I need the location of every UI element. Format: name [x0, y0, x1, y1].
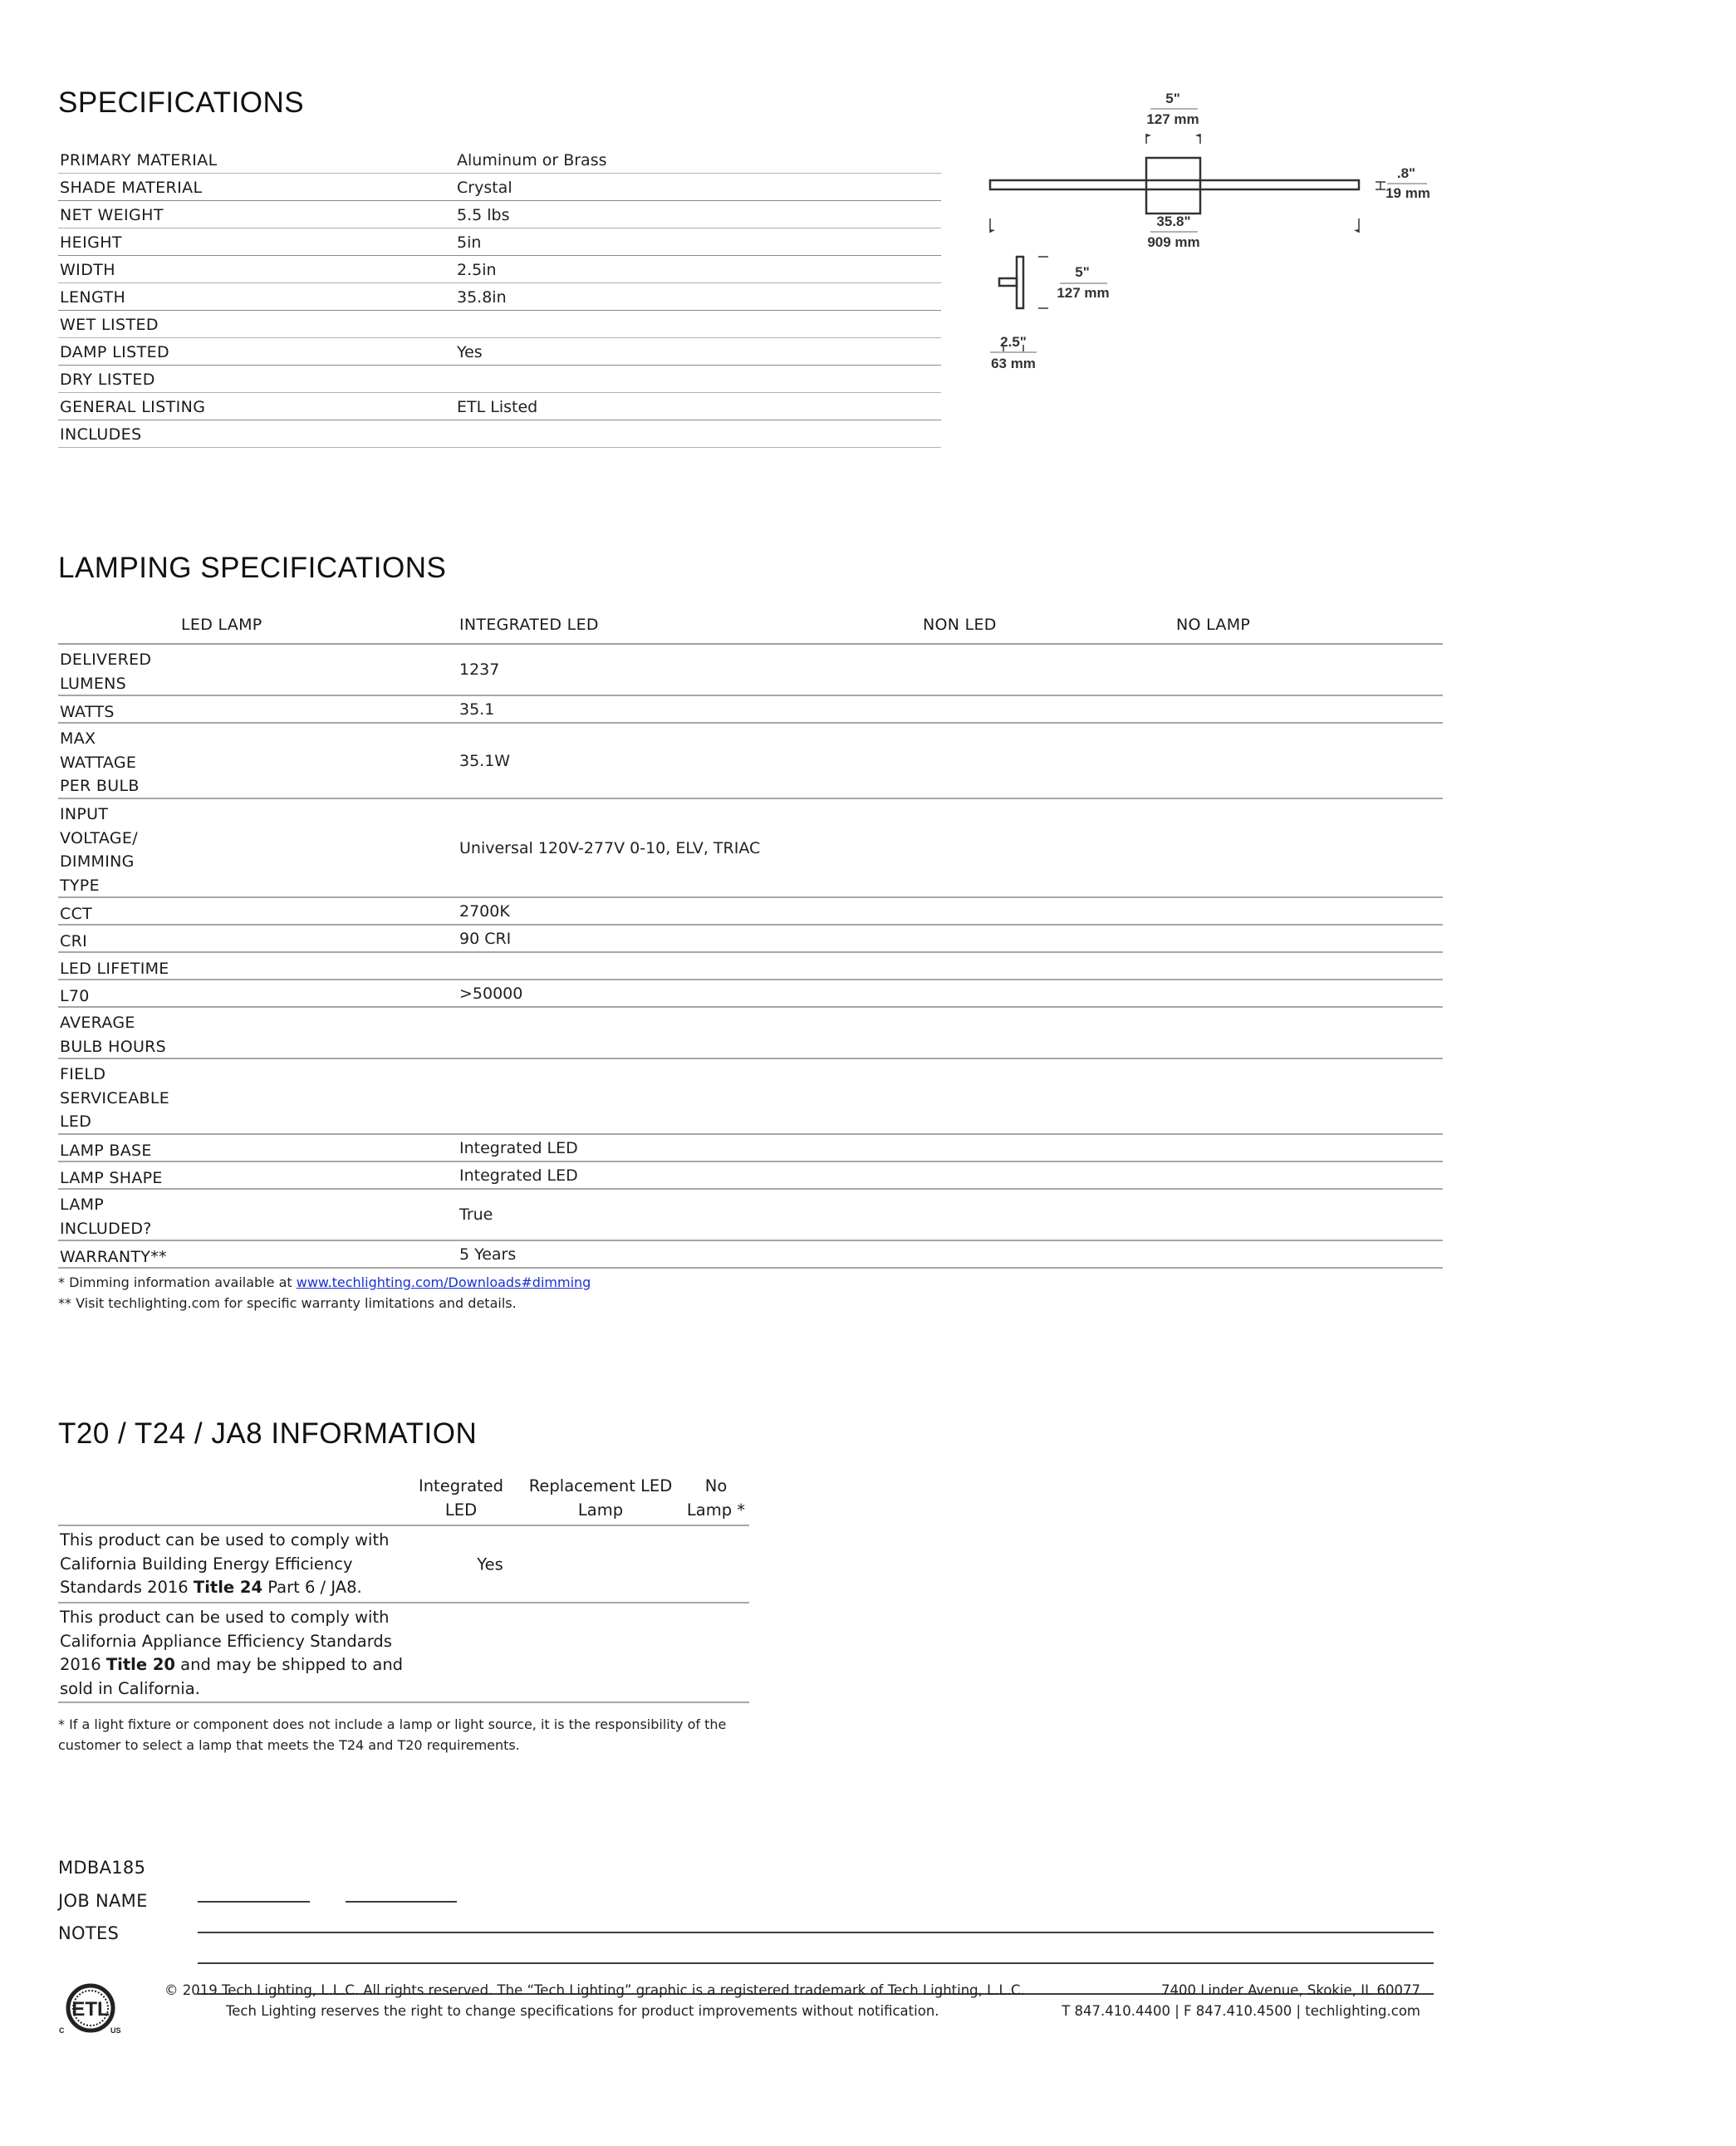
company-contact: T 847.410.4400 | F 847.410.4500 | techlighting.com [1062, 2003, 1420, 2019]
lamping-table [58, 611, 1443, 1269]
dimension-arrow-icon [1146, 134, 1200, 137]
text-span: Part 6 / JA8. [262, 1578, 362, 1597]
lamping-row-label [60, 803, 226, 897]
lamping-header-row [58, 611, 1443, 645]
spec-row [58, 174, 941, 201]
warranty-footnote: ** Visit techlighting.com for specific warranty limitations and details. [58, 1295, 517, 1311]
spec-row [58, 256, 941, 283]
text-span: 2016 [60, 1655, 106, 1674]
label-line: LAMP [60, 1196, 105, 1214]
lamping-row [58, 898, 1443, 926]
title-24-emphasis: Title 24 [193, 1578, 263, 1597]
spec-label: LENGTH [60, 288, 126, 307]
spec-value: ETL Listed [457, 398, 538, 416]
label-line: VOLTAGE/ [60, 828, 138, 847]
lamping-row-label [60, 1011, 226, 1058]
label-line: FIELD [60, 1065, 106, 1083]
column-header-non-led: NON LED [923, 616, 997, 634]
light-bar-shape [990, 180, 1359, 189]
t20-footnote-line1: * If a light fixture or component does not include a lamp or light source, it is the responsibility of the [58, 1716, 727, 1732]
spec-label: NET WEIGHT [60, 206, 164, 224]
t20-title: T20 / T24 / JA8 INFORMATION [58, 1417, 478, 1450]
job-name-label: JOB NAME [58, 1891, 148, 1911]
lamping-row-label [60, 648, 226, 695]
notes-label: NOTES [58, 1923, 120, 1943]
description-line: This product can be used to comply with [60, 1608, 390, 1627]
header-line: Lamp * [686, 1500, 746, 1520]
lamping-rows [58, 645, 1443, 1269]
description-line: sold in California. [60, 1678, 200, 1698]
integrated-led-value: 1237 [459, 660, 500, 679]
lamping-row-label [60, 985, 226, 1009]
lamping-row-label [60, 1193, 226, 1240]
spec-row [58, 338, 941, 366]
etl-listed-logo-icon [56, 1981, 125, 2040]
label-line: L70 [60, 987, 90, 1005]
lamping-row [58, 926, 1443, 953]
lamping-row [58, 1135, 1443, 1162]
t20-table [58, 1475, 749, 1703]
label-line: LED [60, 1112, 92, 1131]
label-line: SERVICEABLE [60, 1088, 170, 1107]
job-name-field[interactable] [198, 1932, 1434, 1933]
spec-label: GENERAL LISTING [60, 398, 206, 416]
lamping-row-label [60, 1063, 226, 1134]
t20-footnote-line2: customer to select a lamp that meets the T24 and T20 requirements. [58, 1737, 520, 1753]
column-header-replacement-led-lamp [517, 1475, 684, 1522]
dimming-footnote [58, 1274, 591, 1290]
length-mm-label: 909 mm [1147, 234, 1200, 250]
lamping-row [58, 799, 1443, 898]
spec-row [58, 311, 941, 338]
model-option-field-2[interactable] [346, 1901, 457, 1903]
lamping-row-label [60, 957, 226, 981]
specifications-table [58, 146, 941, 448]
spec-label: WET LISTED [60, 316, 159, 334]
t20-integrated-led-value: Yes [477, 1554, 503, 1574]
label-line: CCT [60, 905, 93, 923]
label-line: AVERAGE [60, 1014, 135, 1032]
lamping-row [58, 980, 1443, 1008]
spec-value: Aluminum or Brass [457, 151, 607, 169]
lamping-row [58, 1059, 1443, 1135]
label-line: INCLUDED? [60, 1219, 152, 1238]
label-line: INPUT [60, 805, 109, 823]
logo-us-mark: US [110, 2026, 121, 2035]
t20-description [60, 1606, 409, 1701]
integrated-led-value: Integrated LED [459, 1138, 578, 1157]
column-header-led-lamp: LED LAMP [181, 616, 262, 634]
header-line: Integrated [418, 1476, 504, 1495]
description-line: This product can be used to comply with [60, 1530, 390, 1549]
lamping-row-label [60, 1166, 226, 1191]
label-line: WATTAGE [60, 753, 137, 772]
integrated-led-value: >50000 [459, 984, 523, 1003]
dimming-footnote-text: * Dimming information available at [58, 1274, 297, 1290]
lamping-title: LAMPING SPECIFICATIONS [58, 552, 447, 584]
lamping-row-label [60, 727, 226, 798]
label-line: MAX [60, 729, 96, 748]
bar-height-in-label: .8" [1396, 165, 1416, 181]
lamping-row-label [60, 1139, 226, 1163]
side-height-ticks [1038, 257, 1048, 308]
spec-value: Yes [457, 343, 483, 361]
length-in-label: 35.8" [1156, 214, 1191, 229]
spec-row [58, 201, 941, 228]
label-line: DIMMING [60, 852, 135, 871]
integrated-led-value: 35.1W [459, 751, 511, 770]
integrated-led-value: 2700K [459, 901, 510, 921]
label-line: LUMENS [60, 674, 127, 693]
column-header-no-lamp: NO LAMP [1176, 616, 1251, 634]
spec-row [58, 283, 941, 311]
label-line: PER BULB [60, 777, 140, 795]
spec-value: 2.5in [457, 261, 497, 279]
lamping-row [58, 645, 1443, 696]
spec-value: 35.8in [457, 288, 507, 307]
svg-text:ETL: ETL [71, 1998, 110, 2021]
arm-shape [999, 278, 1017, 286]
label-line: LED LIFETIME [60, 960, 169, 978]
column-header-no-lamp [683, 1475, 749, 1522]
logo-c-mark: C [59, 2026, 65, 2035]
lamping-row [58, 953, 1443, 980]
spec-label: DAMP LISTED [60, 343, 170, 361]
side-height-mm-label: 127 mm [1057, 285, 1110, 301]
description-line: California Building Energy Efficiency [60, 1554, 353, 1574]
lamping-row-label [60, 902, 226, 926]
spec-row [58, 420, 941, 448]
text-span: Standards 2016 [60, 1578, 194, 1597]
company-address: 7400 Linder Avenue, Skokie, IL 60077 [1160, 1982, 1420, 1998]
integrated-led-value: 5 Years [459, 1245, 517, 1264]
lamping-row [58, 696, 1443, 724]
t20-header-row [58, 1475, 749, 1526]
header-line: Lamp [577, 1500, 624, 1520]
bar-height-mm-label: 19 mm [1385, 185, 1430, 201]
label-line: WATTS [60, 703, 115, 721]
spec-row [58, 366, 941, 393]
integrated-led-value: True [459, 1206, 493, 1224]
integrated-led-value: 35.1 [459, 700, 495, 719]
spec-label: WIDTH [60, 261, 115, 279]
spec-row [58, 228, 941, 256]
spec-label: DRY LISTED [60, 371, 155, 389]
spec-value: 5.5 lbs [457, 206, 510, 224]
lamping-row [58, 1190, 1443, 1241]
lamping-row [58, 1241, 1443, 1269]
integrated-led-value: 90 CRI [459, 929, 512, 948]
specifications-title: SPECIFICATIONS [58, 86, 305, 119]
column-header-integrated-led [407, 1475, 515, 1522]
spec-label: HEIGHT [60, 233, 122, 252]
column-header-integrated-led: INTEGRATED LED [459, 616, 599, 634]
canopy-width-in-label: 5" [1165, 91, 1180, 106]
label-line: CRI [60, 932, 87, 950]
label-line: WARRANTY** [60, 1248, 167, 1266]
header-line: LED [444, 1500, 478, 1520]
text-span: and may be shipped to and [174, 1655, 404, 1674]
copyright-line-1: © 2019 Tech Lighting, L.L.C. All rights reserved. The “Tech Lighting” graphic is a registered trademark of Tech Lighting, L.L.C. [164, 1982, 1025, 1998]
label-line: LAMP BASE [60, 1142, 152, 1160]
lamping-row-label [60, 930, 226, 954]
lamping-row-label [60, 700, 226, 724]
label-line: BULB HOURS [60, 1037, 167, 1056]
t20-description [60, 1529, 409, 1600]
copyright-line-2: Tech Lighting reserves the right to change specifications for product improvements without notification. [226, 2003, 939, 2019]
canopy-shape [1146, 158, 1200, 214]
label-line: LAMP SHAPE [60, 1169, 163, 1187]
label-line: DELIVERED [60, 651, 152, 669]
lamping-row [58, 1162, 1443, 1190]
side-height-in-label: 5" [1075, 264, 1090, 280]
canopy-dimension-ticks [1146, 134, 1200, 144]
t20-row-title20 [58, 1603, 749, 1703]
side-depth-mm-label: 63 mm [991, 356, 1036, 371]
side-depth-in-label: 2.5" [1000, 334, 1027, 350]
header-line: Replacement LED [528, 1476, 673, 1495]
description-line [60, 1653, 409, 1677]
spec-label: SHADE MATERIAL [60, 179, 203, 197]
lamping-row [58, 1008, 1443, 1059]
title-20-emphasis: Title 20 [105, 1655, 175, 1674]
spec-row [58, 146, 941, 174]
spec-value: 5in [457, 233, 482, 252]
dimming-info-link[interactable]: www.techlighting.com/Downloads#dimming [296, 1274, 591, 1290]
description-line: California Appliance Efficiency Standards [60, 1631, 392, 1651]
dimension-diagram [972, 79, 1437, 395]
integrated-led-value: Universal 120V-277V 0-10, ELV, TRIAC [459, 838, 761, 857]
model-option-field-1[interactable] [198, 1901, 310, 1903]
label-line: TYPE [60, 876, 100, 895]
spec-label: INCLUDES [60, 425, 142, 444]
header-line: No [704, 1476, 728, 1495]
notes-field-line-1[interactable] [198, 1962, 1434, 1964]
bar-height-dimension-ticks [1376, 182, 1385, 189]
model-number: MDBA185 [58, 1858, 146, 1878]
spec-row [58, 393, 941, 420]
t20-row-title24 [58, 1526, 749, 1603]
description-line [60, 1576, 409, 1600]
spec-label: PRIMARY MATERIAL [60, 151, 218, 169]
lamping-row-label [60, 1245, 226, 1269]
integrated-led-value: Integrated LED [459, 1166, 578, 1185]
canopy-width-mm-label: 127 mm [1146, 111, 1199, 127]
spec-value: Crystal [457, 179, 512, 197]
lamping-row [58, 724, 1443, 799]
